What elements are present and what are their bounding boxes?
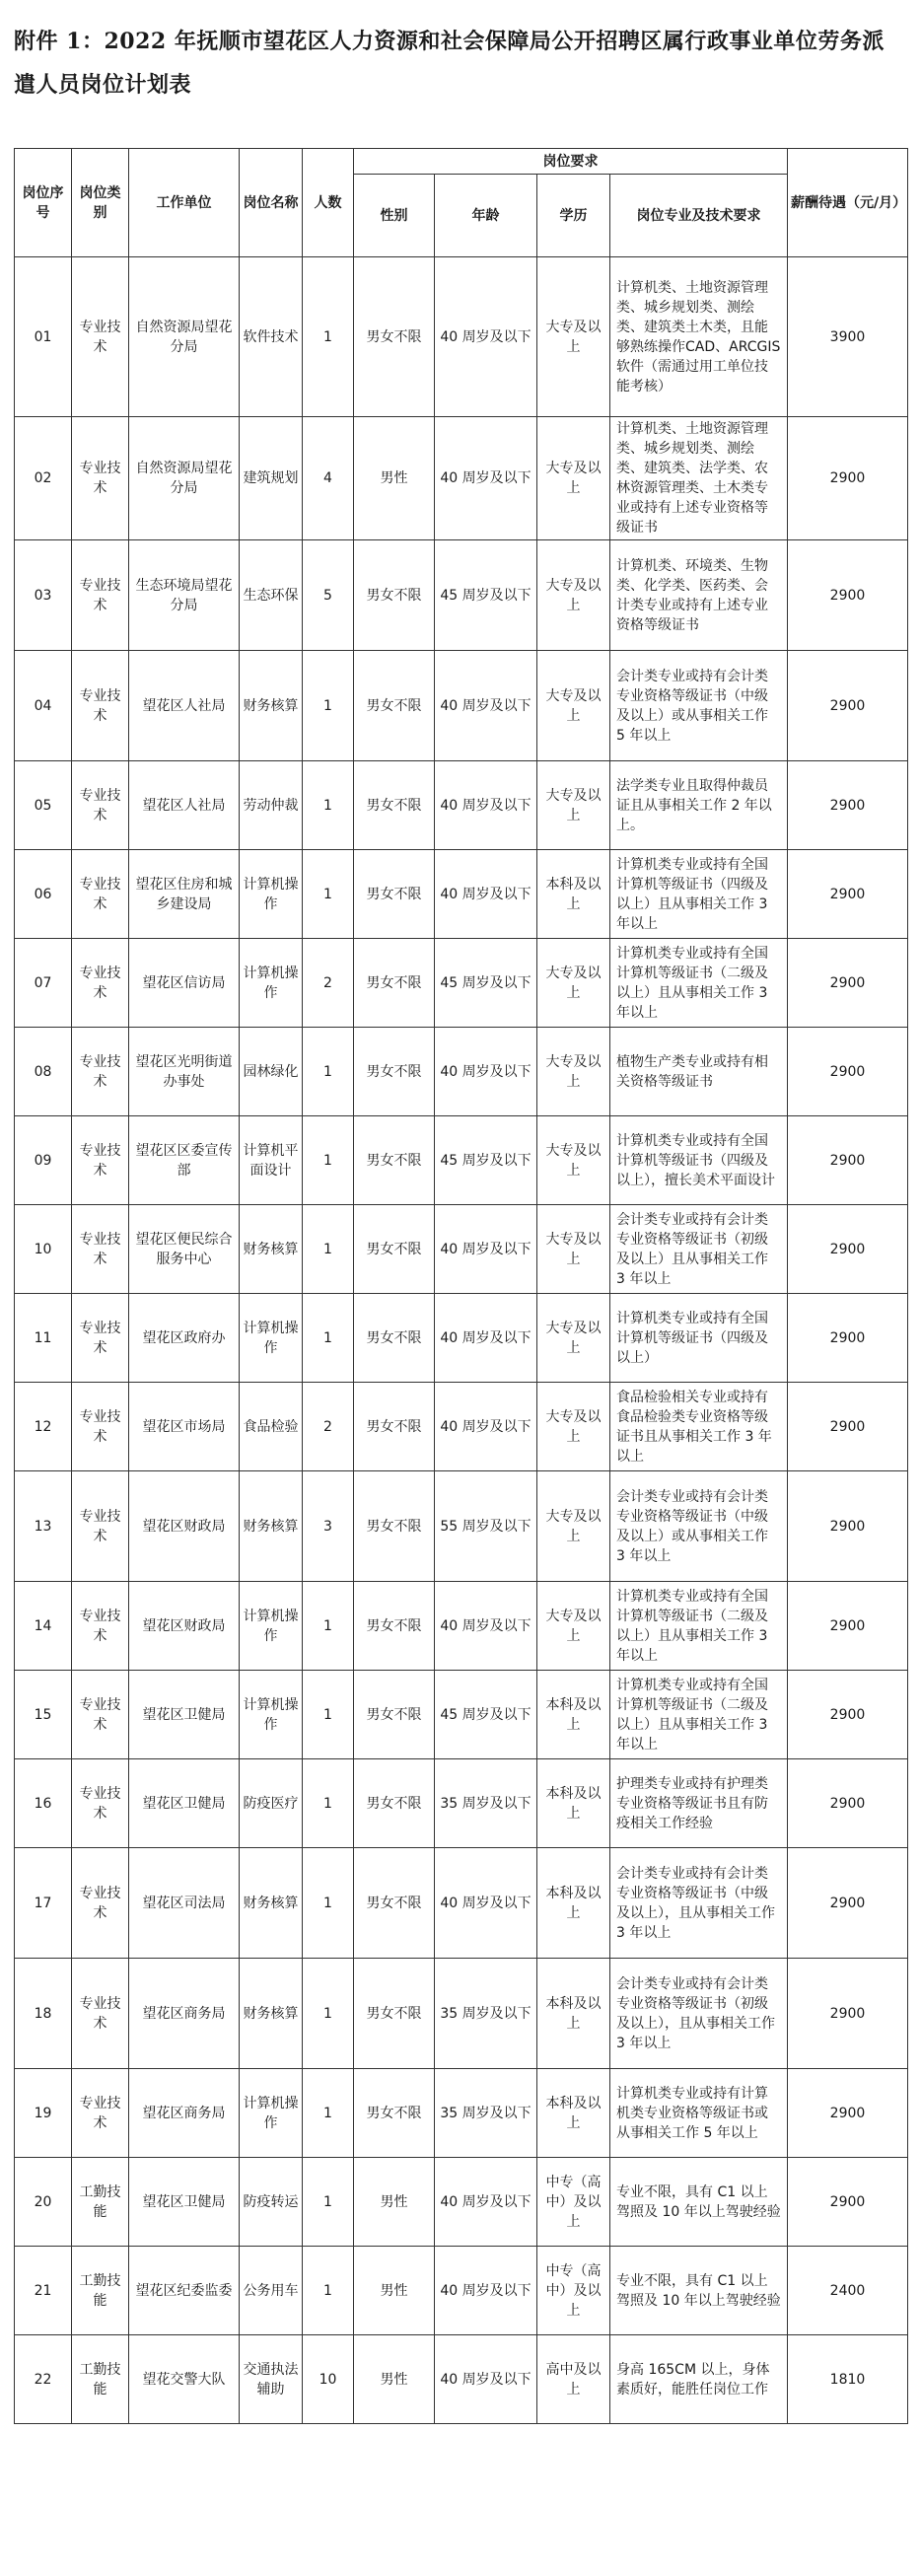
cell-seq: 20 [15, 2158, 72, 2247]
cell-gender: 男性 [354, 2335, 435, 2424]
header-name: 岗位名称 [240, 149, 303, 257]
cell-category: 专业技术 [72, 1294, 129, 1383]
cell-major: 身高 165CM 以上，身体素质好，能胜任岗位工作 [610, 2335, 788, 2424]
cell-count: 1 [303, 1028, 354, 1116]
cell-unit: 望花区光明街道办事处 [129, 1028, 240, 1116]
cell-count: 4 [303, 417, 354, 540]
cell-category: 专业技术 [72, 850, 129, 939]
table-row [15, 1848, 908, 1959]
cell-age: 35 周岁及以下 [435, 1759, 537, 1848]
cell-unit: 望花区人社局 [129, 761, 240, 850]
cell-count: 1 [303, 1294, 354, 1383]
header-age: 年龄 [435, 175, 537, 257]
table-row [15, 417, 908, 540]
header-requirements: 岗位要求 [354, 149, 788, 175]
cell-gender: 男女不限 [354, 1383, 435, 1471]
table-row [15, 1671, 908, 1759]
cell-seq: 04 [15, 651, 72, 761]
header-count: 人数 [303, 149, 354, 257]
cell-salary: 2900 [788, 1582, 908, 1671]
cell-gender: 男女不限 [354, 939, 435, 1028]
cell-seq: 01 [15, 257, 72, 417]
cell-seq: 12 [15, 1383, 72, 1471]
cell-unit: 望花区政府办 [129, 1294, 240, 1383]
cell-unit: 望花交警大队 [129, 2335, 240, 2424]
cell-seq: 13 [15, 1471, 72, 1582]
cell-count: 3 [303, 1471, 354, 1582]
cell-salary: 2900 [788, 1848, 908, 1959]
cell-category: 专业技术 [72, 651, 129, 761]
cell-education: 大专及以上 [537, 761, 610, 850]
cell-salary: 2900 [788, 2158, 908, 2247]
cell-age: 45 周岁及以下 [435, 1671, 537, 1759]
cell-count: 1 [303, 651, 354, 761]
cell-seq: 16 [15, 1759, 72, 1848]
cell-seq: 19 [15, 2069, 72, 2158]
cell-seq: 06 [15, 850, 72, 939]
cell-age: 40 周岁及以下 [435, 2158, 537, 2247]
cell-seq: 21 [15, 2247, 72, 2335]
cell-salary: 2900 [788, 651, 908, 761]
cell-age: 35 周岁及以下 [435, 1959, 537, 2069]
cell-name: 计算机操作 [240, 1671, 303, 1759]
cell-count: 1 [303, 257, 354, 417]
cell-age: 40 周岁及以下 [435, 1294, 537, 1383]
cell-count: 1 [303, 2069, 354, 2158]
cell-category: 专业技术 [72, 1383, 129, 1471]
cell-age: 40 周岁及以下 [435, 651, 537, 761]
cell-unit: 生态环境局望花分局 [129, 540, 240, 651]
cell-age: 40 周岁及以下 [435, 1848, 537, 1959]
cell-major: 植物生产类专业或持有相关资格等级证书 [610, 1028, 788, 1116]
cell-major: 计算机类专业或持有全国计算机等级证书（四级及以上）且从事相关工作 3 年以上 [610, 850, 788, 939]
cell-category: 工勤技能 [72, 2247, 129, 2335]
cell-name: 计算机平面设计 [240, 1116, 303, 1205]
cell-count: 1 [303, 2247, 354, 2335]
cell-salary: 2900 [788, 417, 908, 540]
cell-age: 45 周岁及以下 [435, 939, 537, 1028]
cell-gender: 男女不限 [354, 850, 435, 939]
cell-count: 2 [303, 939, 354, 1028]
cell-major: 计算机类专业或持有全国计算机等级证书（二级及以上）且从事相关工作 3 年以上 [610, 939, 788, 1028]
cell-unit: 望花区卫健局 [129, 2158, 240, 2247]
cell-major: 计算机类、土地资源管理类、城乡规划类、测绘类、建筑类土木类，且能够熟练操作CAD、ARCGIS 软件（需通过用工单位技能考核） [610, 257, 788, 417]
cell-education: 中专（高中）及以上 [537, 2247, 610, 2335]
cell-unit: 望花区财政局 [129, 1582, 240, 1671]
cell-seq: 03 [15, 540, 72, 651]
cell-salary: 2900 [788, 1205, 908, 1294]
cell-gender: 男女不限 [354, 1205, 435, 1294]
cell-count: 1 [303, 1959, 354, 2069]
cell-major: 会计类专业或持有会计类专业资格等级证书（中级及以上），且从事相关工作 3 年以上 [610, 1848, 788, 1959]
cell-education: 大专及以上 [537, 1582, 610, 1671]
cell-major: 计算机类专业或持有计算机类专业资格等级证书或从事相关工作 5 年以上 [610, 2069, 788, 2158]
cell-gender: 男女不限 [354, 651, 435, 761]
cell-unit: 自然资源局望花分局 [129, 257, 240, 417]
cell-unit: 望花区财政局 [129, 1471, 240, 1582]
cell-education: 本科及以上 [537, 1848, 610, 1959]
cell-age: 40 周岁及以下 [435, 761, 537, 850]
cell-unit: 望花区人社局 [129, 651, 240, 761]
cell-name: 财务核算 [240, 1205, 303, 1294]
header-major: 岗位专业及技术要求 [610, 175, 788, 257]
cell-gender: 男女不限 [354, 1116, 435, 1205]
table-row [15, 651, 908, 761]
cell-name: 计算机操作 [240, 939, 303, 1028]
cell-name: 防疫医疗 [240, 1759, 303, 1848]
cell-education: 大专及以上 [537, 1028, 610, 1116]
cell-name: 食品检验 [240, 1383, 303, 1471]
cell-gender: 男女不限 [354, 1848, 435, 1959]
table-row [15, 2335, 908, 2424]
cell-name: 软件技术 [240, 257, 303, 417]
cell-age: 45 周岁及以下 [435, 1116, 537, 1205]
table-row [15, 1383, 908, 1471]
cell-education: 大专及以上 [537, 1471, 610, 1582]
cell-count: 1 [303, 2158, 354, 2247]
cell-category: 工勤技能 [72, 2158, 129, 2247]
table-row [15, 1205, 908, 1294]
cell-category: 专业技术 [72, 1848, 129, 1959]
cell-category: 专业技术 [72, 939, 129, 1028]
cell-category: 专业技术 [72, 1582, 129, 1671]
cell-unit: 望花区司法局 [129, 1848, 240, 1959]
cell-age: 40 周岁及以下 [435, 1582, 537, 1671]
cell-major: 专业不限，具有 C1 以上驾照及 10 年以上驾驶经验 [610, 2247, 788, 2335]
cell-name: 计算机操作 [240, 1582, 303, 1671]
cell-seq: 10 [15, 1205, 72, 1294]
cell-major: 计算机类专业或持有全国计算机等级证书（二级及以上）且从事相关工作 3 年以上 [610, 1671, 788, 1759]
header-salary: 薪酬待遇（元/月） [788, 149, 908, 257]
cell-major: 会计类专业或持有会计类专业资格等级证书（初级及以上），且从事相关工作 3 年以上 [610, 1959, 788, 2069]
cell-education: 大专及以上 [537, 1205, 610, 1294]
cell-category: 专业技术 [72, 761, 129, 850]
cell-name: 计算机操作 [240, 2069, 303, 2158]
table-row [15, 1028, 908, 1116]
table-row [15, 1471, 908, 1582]
cell-seq: 05 [15, 761, 72, 850]
cell-gender: 男女不限 [354, 1582, 435, 1671]
header-seq: 岗位序号 [15, 149, 72, 257]
cell-salary: 2900 [788, 850, 908, 939]
cell-seq: 11 [15, 1294, 72, 1383]
cell-count: 1 [303, 1759, 354, 1848]
cell-major: 会计类专业或持有会计类专业资格等级证书（初级及以上）且从事相关工作 3 年以上 [610, 1205, 788, 1294]
cell-category: 专业技术 [72, 257, 129, 417]
cell-name: 生态环保 [240, 540, 303, 651]
header-gender: 性别 [354, 175, 435, 257]
cell-education: 高中及以上 [537, 2335, 610, 2424]
table-row [15, 761, 908, 850]
cell-gender: 男性 [354, 417, 435, 540]
cell-name: 财务核算 [240, 1471, 303, 1582]
cell-major: 计算机类专业或持有全国计算机等级证书（四级及以上） [610, 1294, 788, 1383]
cell-count: 2 [303, 1383, 354, 1471]
cell-age: 40 周岁及以下 [435, 2247, 537, 2335]
cell-gender: 男女不限 [354, 257, 435, 417]
cell-unit: 望花区住房和城乡建设局 [129, 850, 240, 939]
cell-salary: 3900 [788, 257, 908, 417]
cell-major: 计算机类、环境类、生物类、化学类、医药类、会计类专业或持有上述专业资格等级证书 [610, 540, 788, 651]
cell-name: 交通执法辅助 [240, 2335, 303, 2424]
table-row [15, 850, 908, 939]
cell-unit: 自然资源局望花分局 [129, 417, 240, 540]
cell-salary: 2900 [788, 540, 908, 651]
cell-education: 中专（高中）及以上 [537, 2158, 610, 2247]
cell-gender: 男女不限 [354, 1294, 435, 1383]
cell-count: 1 [303, 1848, 354, 1959]
cell-salary: 2400 [788, 2247, 908, 2335]
cell-count: 1 [303, 1671, 354, 1759]
table-row [15, 1294, 908, 1383]
cell-name: 财务核算 [240, 1848, 303, 1959]
table-row [15, 1116, 908, 1205]
cell-seq: 09 [15, 1116, 72, 1205]
table-row [15, 257, 908, 417]
table-row [15, 2247, 908, 2335]
cell-unit: 望花区商务局 [129, 2069, 240, 2158]
cell-count: 1 [303, 1582, 354, 1671]
cell-major: 计算机类、土地资源管理类、城乡规划类、测绘类、建筑类、法学类、农林资源管理类、土木类专业或持有上述专业资格等级证书 [610, 417, 788, 540]
cell-category: 专业技术 [72, 1959, 129, 2069]
cell-count: 1 [303, 761, 354, 850]
cell-education: 大专及以上 [537, 257, 610, 417]
cell-category: 专业技术 [72, 1116, 129, 1205]
cell-category: 专业技术 [72, 1671, 129, 1759]
cell-age: 40 周岁及以下 [435, 1205, 537, 1294]
cell-education: 大专及以上 [537, 1383, 610, 1471]
cell-seq: 18 [15, 1959, 72, 2069]
cell-salary: 2900 [788, 1294, 908, 1383]
cell-seq: 14 [15, 1582, 72, 1671]
cell-unit: 望花区卫健局 [129, 1759, 240, 1848]
cell-category: 专业技术 [72, 540, 129, 651]
cell-major: 会计类专业或持有会计类专业资格等级证书（中级及以上）或从事相关工作 3 年以上 [610, 1471, 788, 1582]
cell-unit: 望花区市场局 [129, 1383, 240, 1471]
cell-unit: 望花区商务局 [129, 1959, 240, 2069]
cell-age: 40 周岁及以下 [435, 1383, 537, 1471]
cell-gender: 男性 [354, 2158, 435, 2247]
cell-education: 大专及以上 [537, 651, 610, 761]
table-body [15, 257, 908, 2424]
cell-category: 工勤技能 [72, 2335, 129, 2424]
cell-education: 大专及以上 [537, 1294, 610, 1383]
cell-name: 财务核算 [240, 651, 303, 761]
document-title: 附件 1：2022 年抚顺市望花区人力资源和社会保障局公开招聘区属行政事业单位劳务派遣人员岗位计划表 [14, 29, 885, 98]
cell-age: 40 周岁及以下 [435, 1028, 537, 1116]
cell-age: 55 周岁及以下 [435, 1471, 537, 1582]
cell-count: 1 [303, 850, 354, 939]
cell-count: 10 [303, 2335, 354, 2424]
cell-education: 大专及以上 [537, 417, 610, 540]
cell-age: 40 周岁及以下 [435, 417, 537, 540]
cell-salary: 2900 [788, 1116, 908, 1205]
cell-salary: 2900 [788, 761, 908, 850]
cell-education: 大专及以上 [537, 540, 610, 651]
cell-education: 本科及以上 [537, 850, 610, 939]
cell-name: 公务用车 [240, 2247, 303, 2335]
cell-category: 专业技术 [72, 1759, 129, 1848]
header-education: 学历 [537, 175, 610, 257]
cell-salary: 2900 [788, 1471, 908, 1582]
cell-unit: 望花区纪委监委 [129, 2247, 240, 2335]
cell-unit: 望花区卫健局 [129, 1671, 240, 1759]
cell-category: 专业技术 [72, 2069, 129, 2158]
cell-gender: 男女不限 [354, 540, 435, 651]
cell-major: 会计类专业或持有会计类专业资格等级证书（中级及以上）或从事相关工作 5 年以上 [610, 651, 788, 761]
cell-salary: 1810 [788, 2335, 908, 2424]
cell-count: 1 [303, 1116, 354, 1205]
cell-gender: 男女不限 [354, 1028, 435, 1116]
cell-name: 防疫转运 [240, 2158, 303, 2247]
cell-salary: 2900 [788, 1671, 908, 1759]
cell-seq: 08 [15, 1028, 72, 1116]
cell-salary: 2900 [788, 2069, 908, 2158]
cell-gender: 男女不限 [354, 761, 435, 850]
cell-education: 大专及以上 [537, 1116, 610, 1205]
cell-seq: 07 [15, 939, 72, 1028]
cell-age: 40 周岁及以下 [435, 850, 537, 939]
cell-unit: 望花区便民综合服务中心 [129, 1205, 240, 1294]
cell-category: 专业技术 [72, 417, 129, 540]
cell-salary: 2900 [788, 1759, 908, 1848]
cell-seq: 22 [15, 2335, 72, 2424]
cell-unit: 望花区区委宣传部 [129, 1116, 240, 1205]
cell-count: 5 [303, 540, 354, 651]
cell-education: 大专及以上 [537, 939, 610, 1028]
cell-salary: 2900 [788, 1959, 908, 2069]
cell-education: 本科及以上 [537, 1759, 610, 1848]
cell-unit: 望花区信访局 [129, 939, 240, 1028]
cell-major: 专业不限，具有 C1 以上驾照及 10 年以上驾驶经验 [610, 2158, 788, 2247]
cell-name: 劳动仲裁 [240, 761, 303, 850]
cell-gender: 男女不限 [354, 1759, 435, 1848]
cell-name: 计算机操作 [240, 850, 303, 939]
cell-education: 本科及以上 [537, 1959, 610, 2069]
cell-count: 1 [303, 1205, 354, 1294]
table-row [15, 2069, 908, 2158]
table-row [15, 1959, 908, 2069]
cell-salary: 2900 [788, 939, 908, 1028]
table-row [15, 1759, 908, 1848]
position-plan-table [14, 148, 908, 2424]
cell-age: 45 周岁及以下 [435, 540, 537, 651]
cell-salary: 2900 [788, 1028, 908, 1116]
cell-major: 计算机类专业或持有全国计算机等级证书（四级及以上），擅长美术平面设计 [610, 1116, 788, 1205]
cell-name: 计算机操作 [240, 1294, 303, 1383]
cell-major: 食品检验相关专业或持有食品检验类专业资格等级证书且从事相关工作 3 年以上 [610, 1383, 788, 1471]
header-unit: 工作单位 [129, 149, 240, 257]
cell-major: 法学类专业且取得仲裁员证且从事相关工作 2 年以上。 [610, 761, 788, 850]
cell-name: 园林绿化 [240, 1028, 303, 1116]
cell-seq: 02 [15, 417, 72, 540]
cell-name: 财务核算 [240, 1959, 303, 2069]
cell-seq: 17 [15, 1848, 72, 1959]
cell-major: 护理类专业或持有护理类专业资格等级证书且有防疫相关工作经验 [610, 1759, 788, 1848]
cell-age: 35 周岁及以下 [435, 2069, 537, 2158]
cell-salary: 2900 [788, 1383, 908, 1471]
cell-gender: 男性 [354, 2247, 435, 2335]
cell-category: 专业技术 [72, 1205, 129, 1294]
cell-seq: 15 [15, 1671, 72, 1759]
cell-education: 本科及以上 [537, 2069, 610, 2158]
table-row [15, 2158, 908, 2247]
cell-gender: 男女不限 [354, 1471, 435, 1582]
header-category: 岗位类别 [72, 149, 129, 257]
table-row [15, 939, 908, 1028]
cell-major: 计算机类专业或持有全国计算机等级证书（二级及以上）且从事相关工作 3 年以上 [610, 1582, 788, 1671]
cell-category: 专业技术 [72, 1471, 129, 1582]
table-row [15, 1582, 908, 1671]
cell-age: 40 周岁及以下 [435, 257, 537, 417]
cell-gender: 男女不限 [354, 2069, 435, 2158]
cell-age: 40 周岁及以下 [435, 2335, 537, 2424]
cell-name: 建筑规划 [240, 417, 303, 540]
cell-gender: 男女不限 [354, 1671, 435, 1759]
table-row [15, 540, 908, 651]
cell-category: 专业技术 [72, 1028, 129, 1116]
cell-education: 本科及以上 [537, 1671, 610, 1759]
cell-gender: 男女不限 [354, 1959, 435, 2069]
